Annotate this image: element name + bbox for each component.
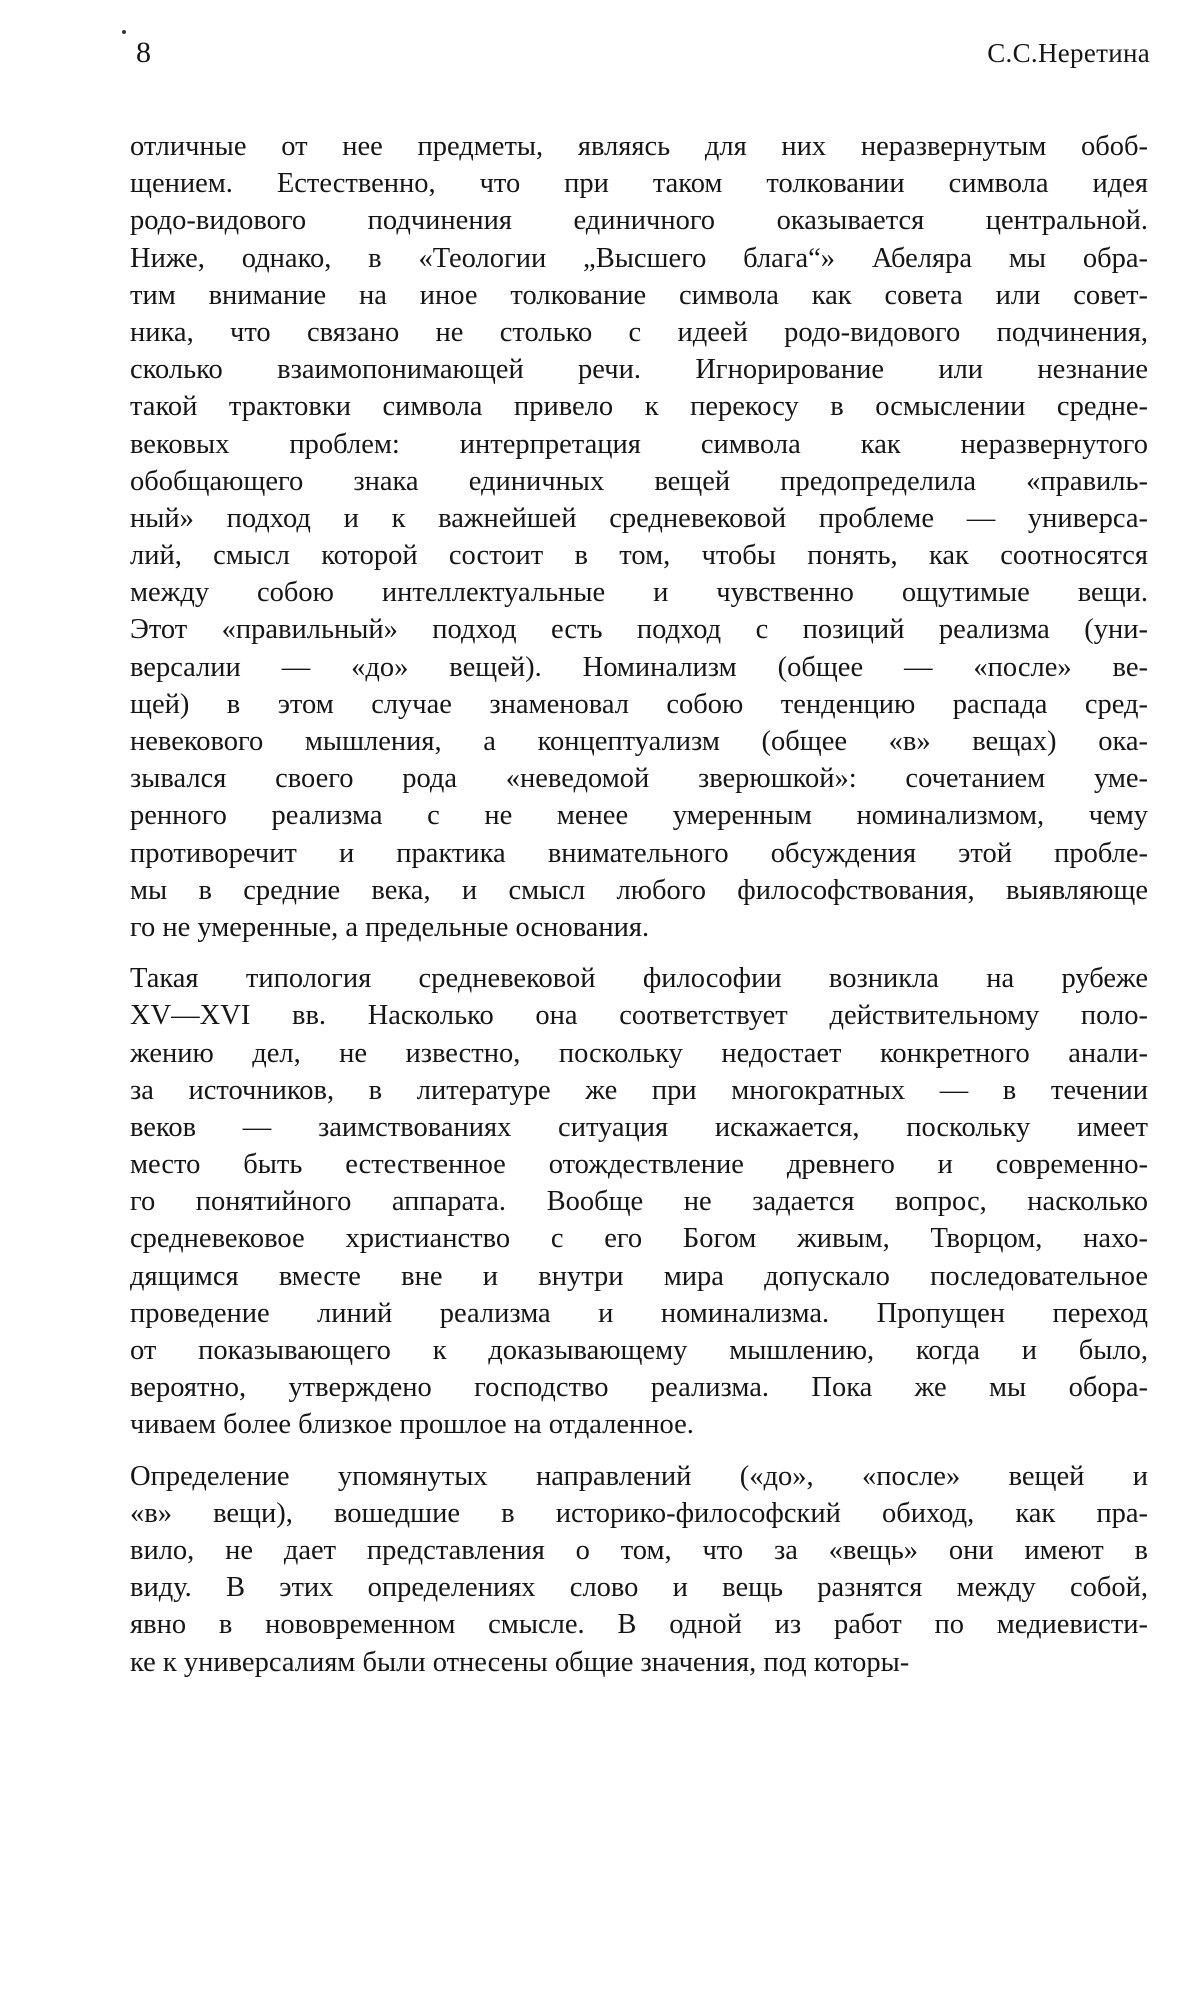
text-line: противоречит и практика внимательного обсуждения этой пробле- (130, 837, 1148, 869)
text-line: лий, смысл которой состоит в том, чтобы понять, как соотносятся (130, 540, 1148, 572)
text-line: зывался своего рода «неведомой зверюшкой»: сочетанием уме- (130, 763, 1148, 795)
text-line: жению дел, не известно, поскольку недостает конкретного анали- (130, 1037, 1148, 1069)
text-line: XV—XVI вв. Насколько она соответствует действительному поло- (130, 1000, 1148, 1032)
text-line: ника, что связано не столько с идеей родо-видового подчинения, (130, 316, 1148, 348)
text-line: вековых проблем: интерпретация символа как неразвернутого (130, 428, 1148, 460)
text-line: от показывающего к доказывающему мышлению, когда и было, (130, 1335, 1148, 1366)
text-line: Такая типология средневековой философии возникла на рубеже (130, 963, 1148, 995)
text-line: тим внимание на иное толкование символа как совета или совет- (130, 279, 1148, 311)
text-line: сколько взаимопонимающей речи. Игнорирование или незнание (130, 354, 1148, 386)
text-line: проведение линий реализма и номинализма. Пропущен переход (130, 1297, 1148, 1329)
text-line: между собою интеллектуальные и чувственно ощутимые вещи. (130, 577, 1148, 609)
stray-mark (122, 30, 126, 34)
text-line: отличные от нее предметы, являясь для них неразвернутым обоб- (130, 131, 1148, 162)
text-line: мы в средние века, и смысл любого философствования, выявляюще (130, 874, 1148, 906)
text-line: го не умеренные, а предельные основания. (130, 911, 650, 943)
text-line: щей) в этом случае знаменовал собою тенденцию распада сред- (130, 688, 1148, 720)
text-line: место быть естественное отождествление древнего и современно- (130, 1149, 1148, 1181)
text-line: щением. Естественно, что при таком толковании символа идея (130, 168, 1148, 200)
text-line: ный» подход и к важнейшей средневековой проблеме — универса- (130, 502, 1148, 534)
text-line: вероятно, утверждено господство реализма. Пока же мы обора- (130, 1372, 1148, 1404)
text-line: Этот «правильный» подход есть подход с позиций реализма (уни- (130, 614, 1148, 646)
text-line: виду. В этих определениях слово и вещь разнятся между собой, (130, 1572, 1148, 1604)
text-line: Ниже, однако, в «Теологии „Высшего блага“» Абеляра мы обра- (130, 242, 1148, 274)
text-line: веков — заимствованиях ситуация искажается, поскольку имеет (130, 1111, 1148, 1143)
page-number: 8 (136, 36, 152, 69)
text-line: вило, не дает представления о том, что за «вещь» они имеют в (130, 1534, 1148, 1566)
paragraph (130, 1458, 1148, 1681)
paragraph (130, 128, 1148, 946)
text-line: средневековое христианство с его Богом живым, Творцом, нахо- (130, 1223, 1148, 1255)
text-line: родо-видового подчинения единичного оказывается центральной. (130, 205, 1148, 237)
text-line: чиваем более близкое прошлое на отдаленное. (130, 1409, 694, 1441)
text-line: ке к универсалиям были отнесены общие значения, под которы- (130, 1646, 910, 1678)
text-line: версалии — «до» вещей). Номинализм (общее — «после» ве- (130, 651, 1148, 683)
page-header (136, 36, 1150, 76)
paragraph (130, 960, 1148, 1443)
body-text (130, 128, 1148, 1681)
text-line: обобщающего знака единичных вещей предопределила «правиль- (130, 465, 1148, 497)
text-line: Определение упомянутых направлений («до», «после» вещей и (130, 1460, 1148, 1492)
text-line: невекового мышления, а концептуализм (общее «в» вещах) ока- (130, 726, 1148, 757)
text-line: го понятийного аппарата. Вообще не задается вопрос, насколько (130, 1186, 1148, 1218)
text-line: явно в нововременном смысле. В одной из работ по медиевисти- (130, 1609, 1148, 1641)
text-line: «в» вещи), вошедшие в историко-философский обиход, как пра- (130, 1497, 1148, 1529)
text-line: за источников, в литературе же при многократных — в течении (130, 1074, 1148, 1106)
text-line: дящимся вместе вне и внутри мира допускало последовательное (130, 1260, 1148, 1292)
text-line: такой трактовки символа привело к перекосу в осмыслении средне- (130, 391, 1148, 423)
running-head-author: С.С.Неретина (987, 38, 1150, 68)
text-line: ренного реализма с не менее умеренным номинализмом, чему (130, 800, 1148, 832)
